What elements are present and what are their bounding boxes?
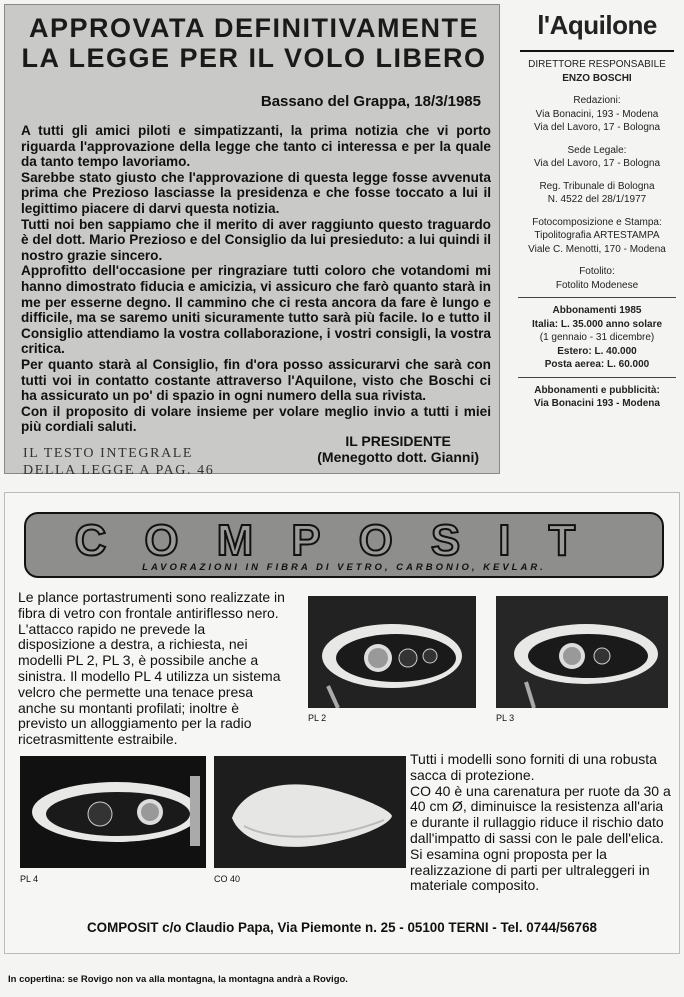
- signature-name: (Menegotto dott. Gianni): [317, 449, 479, 465]
- redazioni-label: Redazioni:: [573, 95, 621, 106]
- law-text-reference: [23, 445, 214, 479]
- panel-photo-pl3: [496, 596, 668, 708]
- law-reference-line: DELLA LEGGE A PAG. 46: [23, 463, 215, 478]
- registration: N. 4522 del 28/1/1977: [547, 194, 647, 205]
- divider: [518, 297, 676, 298]
- announcement-box: [4, 4, 500, 478]
- letter-paragraph: Tutti noi ben sappiamo che il merito di aver raggiunto questo traguardo è del dott. Mario Prezioso e del Consiglio da lui presieduto: a lui quindi il nostro grazie sincero.: [21, 216, 491, 263]
- subscription-price: Posta aerea: L. 60.000: [544, 359, 650, 370]
- headline: LA LEGGE PER IL VOLO LIBERO: [21, 43, 487, 73]
- brand-logo: COMPOSIT: [74, 516, 614, 565]
- print-label: Fotocomposizione e Stampa:: [532, 216, 662, 228]
- photo-caption: PL 2: [308, 713, 327, 723]
- headline: APPROVATA DEFINITIVAMENTE: [28, 13, 479, 43]
- subscription-price: Italia: L. 35.000 anno solare: [531, 318, 663, 330]
- director-name: ENZO BOSCHI: [562, 72, 632, 84]
- instrument-panel-image: [496, 596, 668, 708]
- letter-body: [21, 123, 491, 435]
- ad-description: [410, 752, 672, 894]
- ad-paragraph: CO 40 è una carenatura per ruote da 30 a 40 cm Ø, diminuisce la resistenza all'aria e durante il rullaggio riduce il rischio dato dall'impatto di sassi con le pale dell'elica.: [410, 782, 671, 846]
- ad-description: [18, 590, 286, 748]
- letter-paragraph: Per quanto starà al Consiglio, fin d'ora posso assicurarvi che sarà con tutti voi in contatto costante attraverso l'Aquilone, visto che Boschi ci ha assicurato un po' di spazio in ogni numero della sua rivista.: [21, 356, 491, 404]
- director-label: DIRETTORE RESPONSABILE: [528, 59, 666, 70]
- fotolito-company: Fotolito Modenese: [555, 279, 639, 291]
- print-company: Tipolitografia ARTESTAMPA: [534, 230, 660, 241]
- ad-paragraph: Tutti i modelli sono forniti di una robusta sacca di protezione.: [410, 751, 657, 783]
- photo-caption: PL 4: [20, 874, 39, 884]
- subscription-period: (1 gennaio - 31 dicembre): [539, 332, 655, 343]
- advertising-address: Via Bonacini 193 - Modena: [534, 398, 660, 409]
- instrument-panel-image: [308, 596, 476, 708]
- letter-paragraph: Approfitto dell'occasione per ringraziare tutti coloro che votandomi mi hanno dimostrato fiducia e amicizia, vi assicuro che farò quanto starà in me per esserne degno. Il cammino che ci resta ancora da fare è lungo e difficile, ma se saremo uniti sicuramente tutto sarà più facile. Io e tutto il Consiglio attendiamo la vostra collaborazione, i vostri consigli, la vostra critica.: [21, 263, 491, 357]
- subscriptions-title: Abbonamenti 1985: [552, 305, 642, 316]
- print-address: Viale C. Menotti, 170 - Modena: [528, 243, 666, 255]
- redazioni-address: Via del Lavoro, 17 - Bologna: [533, 122, 660, 133]
- panel-photo-pl4: [20, 756, 206, 868]
- registration: Reg. Tribunale di Bologna: [539, 180, 655, 192]
- instrument-panel-image: [20, 756, 206, 868]
- subscription-price: Estero: L. 40.000: [557, 345, 637, 357]
- magazine-logo: l'Aquilone: [537, 10, 657, 40]
- photo-caption: CO 40: [214, 874, 241, 884]
- ad-paragraph: Si esamina ogni proposta per la realizzazione di parti per ultraleggeri in materiale composito.: [410, 845, 650, 894]
- sede-label: Sede Legale:: [567, 144, 627, 156]
- place-date: Bassano del Grappa, 18/3/1985: [260, 93, 481, 110]
- sede-address: Via del Lavoro, 17 - Bologna: [533, 158, 660, 169]
- redazioni-address: Via Bonacini, 193 - Modena: [535, 108, 659, 120]
- brand-banner: [24, 512, 664, 578]
- panel-photo-pl2: [308, 596, 476, 708]
- divider: [518, 377, 676, 378]
- brand-tagline: LAVORAZIONI IN FIBRA DI VETRO, CARBONIO, KEVLAR.: [142, 562, 546, 573]
- contact-line: COMPOSIT c/o Claudio Papa, Via Piemonte n. 25 - 05100 TERNI - Tel. 0744/56768: [86, 920, 598, 935]
- divider: [520, 50, 674, 52]
- advertising-label: Abbonamenti e pubblicità:: [534, 384, 660, 396]
- letter-paragraph: Con il proposito di volare insieme per volare meglio invio a tutti i miei più cordiali saluti.: [21, 403, 491, 435]
- wheel-fairing-photo: [214, 756, 406, 868]
- signature-title: IL PRESIDENTE: [345, 433, 451, 449]
- masthead: [512, 4, 682, 474]
- letter-paragraph: Sarebbe stato giusto che l'approvazione di questa legge fosse avvenuta prima che Prezioso lasciasse la presidenza e che fosse toccato a lui il legittimo piacere di darvi questa notizia.: [21, 169, 491, 216]
- fotolito-label: Fotolito:: [579, 266, 615, 277]
- ad-paragraph: L'attacco rapido ne prevede la disposizione a destra, a richiesta, nei modelli PL 2, PL 3, è possibile anche a sinistra. Il modello PL 4 utilizza un sistema velcro che permette una tenace presa anche su montanti profilati; inoltre è previsto un alloggiamento per la radio ricetrasmittente estraibile.: [18, 620, 281, 748]
- photo-caption: PL 3: [496, 713, 515, 723]
- law-reference-line: IL TESTO INTEGRALE: [23, 446, 194, 461]
- cover-caption: In copertina: se Rovigo non va alla montagna, la montagna andrà a Rovigo.: [8, 974, 348, 985]
- signature: [317, 433, 479, 465]
- letter-paragraph: A tutti gli amici piloti e simpatizzanti, la prima notizia che vi porto riguarda l'approvazione della legge che tanto ci interessa e per la quale da tanto tempo lavoriamo.: [21, 123, 491, 170]
- fairing-image: [214, 756, 406, 868]
- ad-paragraph: Le plance portastrumenti sono realizzate in fibra di vetro con frontale antiriflesso nero.: [18, 589, 285, 621]
